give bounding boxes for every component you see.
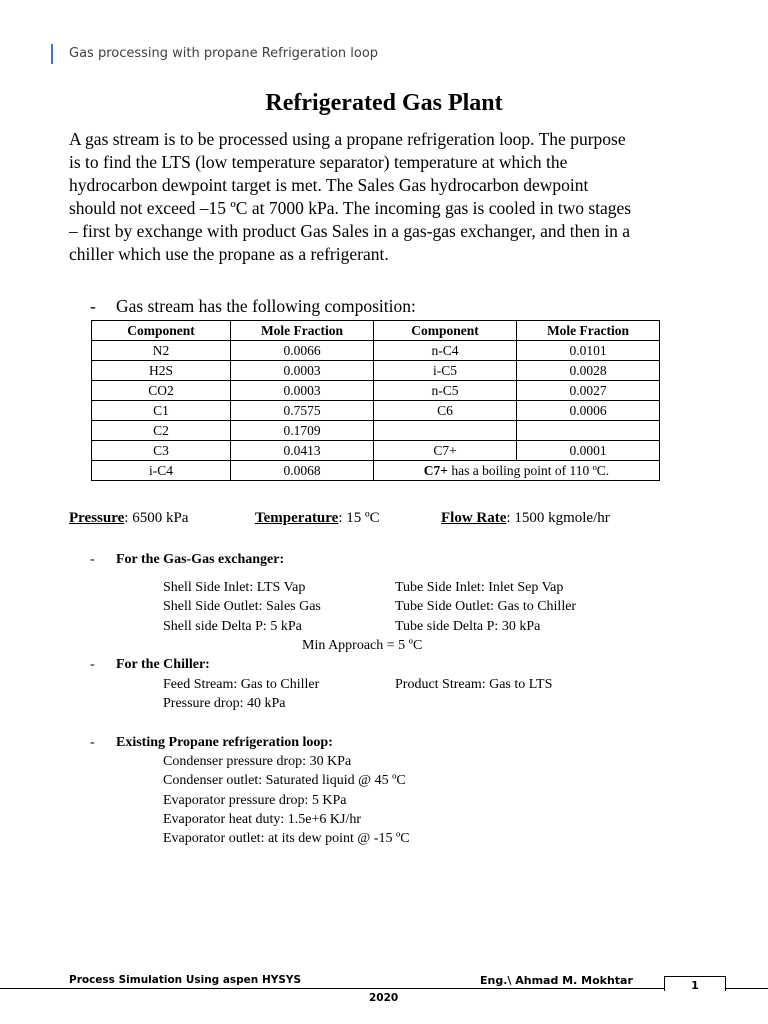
table-cell: 0.0003	[231, 361, 374, 381]
chiller-section-heading	[90, 655, 210, 674]
intro-line: is to find the LTS (low temperature separator) temperature at which the	[69, 152, 568, 172]
table-cell: n-C4	[374, 341, 517, 361]
table-cell: C2	[92, 421, 231, 441]
table-cell: 0.0003	[231, 381, 374, 401]
table-cell: 0.0027	[517, 381, 660, 401]
intro-line: – first by exchange with product Gas Sales in a gas-gas exchanger, and then in a	[69, 221, 631, 241]
chiller-pressure-drop: Pressure drop: 40 kPa	[163, 696, 286, 712]
c7-boiling-note	[374, 461, 660, 481]
table-cell	[374, 421, 517, 441]
column-header: Component	[374, 321, 517, 341]
spec-row	[163, 675, 553, 694]
tube-delta-p: Tube side Delta P: 30 kPa	[395, 618, 541, 634]
spec-row	[163, 578, 564, 597]
min-approach: Min Approach = 5 ºC	[302, 638, 423, 653]
table-cell: 0.0413	[231, 441, 374, 461]
table-cell: 0.7575	[231, 401, 374, 421]
chiller-feed: Feed Stream: Gas to Chiller	[163, 677, 320, 692]
table-row	[92, 381, 660, 401]
spec-row	[163, 694, 319, 713]
tube-inlet: Tube Side Inlet: Inlet Sep Vap	[395, 580, 564, 595]
intro-line: hydrocarbon dewpoint target is met. The Sales Gas hydrocarbon dewpoint	[69, 175, 589, 195]
flow-rate-condition	[441, 507, 610, 529]
table-cell: i-C4	[92, 461, 231, 481]
spec-row: Evaporator outlet: at its dew point @ -15 ºC	[163, 831, 410, 847]
table-cell: C3	[92, 441, 231, 461]
table-row	[92, 361, 660, 381]
temperature-label: Temperature	[255, 510, 339, 526]
spec-row	[163, 617, 541, 636]
pressure-label: Pressure	[69, 510, 125, 526]
table-cell: 0.0028	[517, 361, 660, 381]
chiller-product: Product Stream: Gas to LTS	[395, 677, 553, 692]
gas-gas-heading: For the Gas-Gas exchanger:	[116, 552, 285, 567]
intro-line: A gas stream is to be processed using a propane refrigeration loop. The purpose	[69, 129, 626, 149]
table-cell: 0.0001	[517, 441, 660, 461]
table-row	[92, 441, 660, 461]
table-cell	[517, 421, 660, 441]
page-title: Refrigerated Gas Plant	[265, 90, 503, 116]
bullet-dash: -	[90, 657, 95, 672]
table-cell: 0.0066	[231, 341, 374, 361]
table-cell: 0.0006	[517, 401, 660, 421]
table-cell: 0.0101	[517, 341, 660, 361]
c7-note-bold: C7+	[423, 462, 448, 478]
table-row	[92, 461, 660, 481]
flow-rate-label: Flow Rate	[441, 510, 507, 526]
chiller-heading: For the Chiller:	[116, 657, 210, 672]
spec-row: Evaporator pressure drop: 5 KPa	[163, 792, 347, 808]
table-cell: C1	[92, 401, 231, 421]
table-cell: n-C5	[374, 381, 517, 401]
table-header-row	[92, 321, 660, 341]
pressure-value: : 6500 kPa	[124, 510, 189, 526]
gas-gas-section-heading	[90, 550, 284, 569]
header-text: Gas processing with propane Refrigeration loop	[69, 46, 379, 61]
intro-paragraph	[69, 128, 709, 266]
bullet-dash: -	[90, 296, 96, 316]
page-number: 1	[664, 976, 726, 991]
intro-line: should not exceed –15 ºC at 7000 kPa. The incoming gas is cooled in two stages	[69, 198, 632, 218]
chiller-specs	[163, 675, 553, 714]
tube-outlet: Tube Side Outlet: Gas to Chiller	[395, 599, 577, 615]
gas-gas-specs	[163, 578, 577, 636]
table-cell: 0.0068	[231, 461, 374, 481]
propane-loop-heading: Existing Propane refrigeration loop:	[116, 735, 333, 750]
table-cell: i-C5	[374, 361, 517, 381]
table-cell: C6	[374, 401, 517, 421]
composition-intro	[90, 295, 416, 317]
footer-year: 2020	[369, 992, 399, 1004]
temperature-condition	[255, 507, 380, 529]
table-row	[92, 421, 660, 441]
table-cell: 0.1709	[231, 421, 374, 441]
column-header: Mole Fraction	[231, 321, 374, 341]
table-cell: C7+	[374, 441, 517, 461]
column-header: Component	[92, 321, 231, 341]
bullet-dash: -	[90, 735, 95, 750]
spec-row: Evaporator heat duty: 1.5e+6 KJ/hr	[163, 811, 362, 827]
flow-rate-value: : 1500 kgmole/hr	[506, 510, 610, 526]
footer-author: Eng.\ Ahmad M. Mokhtar	[480, 974, 633, 987]
spec-row	[163, 597, 577, 616]
table-row	[92, 401, 660, 421]
shell-inlet: Shell Side Inlet: LTS Vap	[163, 580, 306, 595]
c7-note-text: has a boiling point of 110 ºC.	[448, 462, 610, 478]
running-header	[51, 44, 378, 64]
shell-outlet: Shell Side Outlet: Sales Gas	[163, 599, 321, 615]
temperature-value: : 15 ºC	[338, 510, 380, 526]
spec-row: Condenser pressure drop: 30 KPa	[163, 754, 352, 769]
pressure-condition	[69, 507, 188, 529]
intro-line: chiller which use the propane as a refrigerant.	[69, 244, 389, 264]
spec-row: Condenser outlet: Saturated liquid @ 45 ºC	[163, 773, 406, 789]
table-cell: CO2	[92, 381, 231, 401]
table-cell: H2S	[92, 361, 231, 381]
propane-loop-section-heading	[90, 733, 333, 752]
footer-divider	[0, 988, 768, 989]
column-header: Mole Fraction	[517, 321, 660, 341]
bullet-dash: -	[90, 552, 95, 567]
footer-course-title: Process Simulation Using aspen HYSYS	[69, 974, 302, 986]
composition-intro-text: Gas stream has the following composition:	[116, 296, 416, 316]
shell-delta-p: Shell side Delta P: 5 kPa	[163, 618, 302, 634]
table-cell: N2	[92, 341, 231, 361]
composition-table	[91, 320, 660, 481]
propane-loop-specs	[163, 752, 410, 848]
table-row	[92, 341, 660, 361]
